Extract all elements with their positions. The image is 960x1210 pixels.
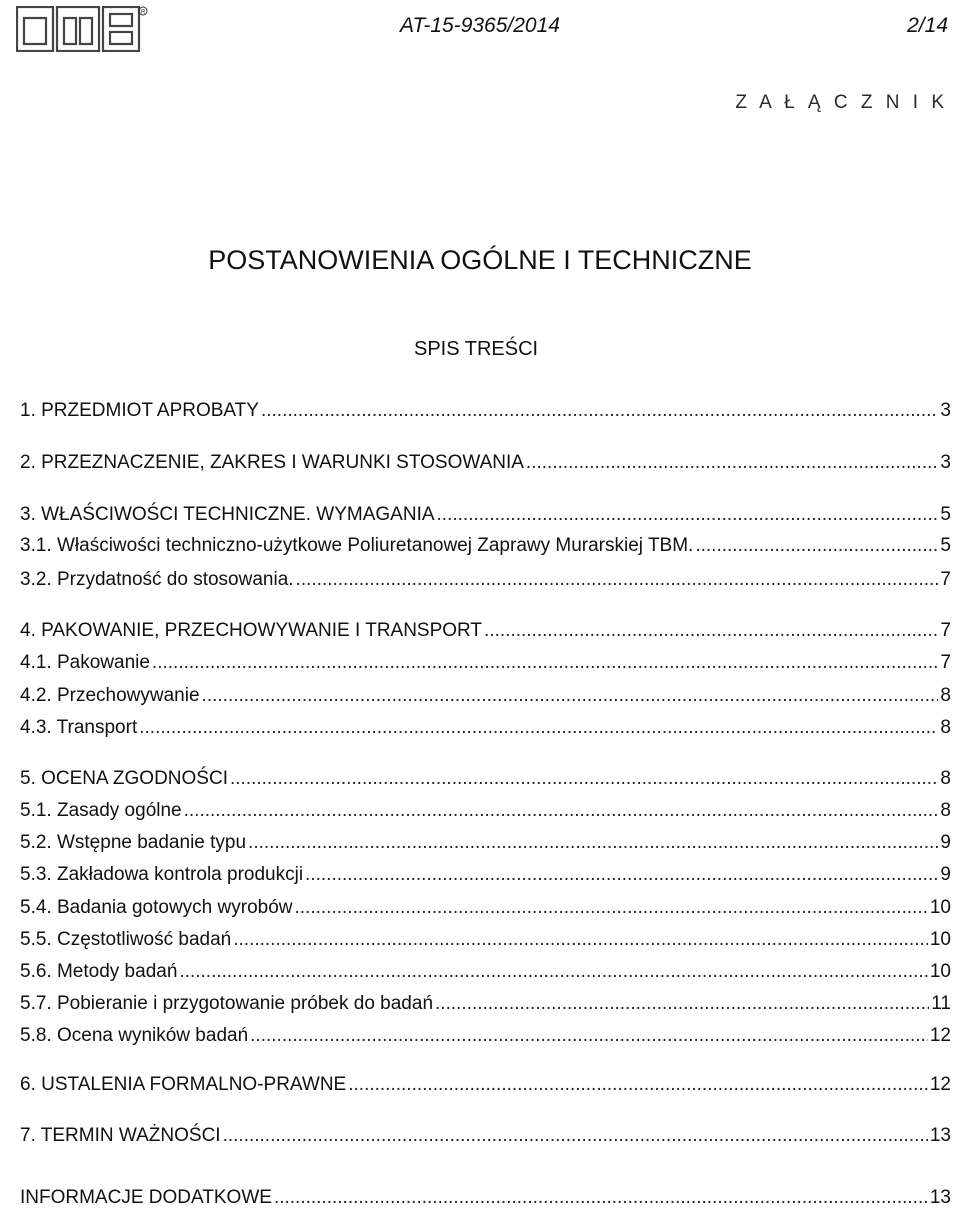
toc-entry[interactable] — [20, 1124, 951, 1148]
toc-entry[interactable] — [20, 503, 951, 527]
toc-entry[interactable] — [20, 619, 951, 643]
toc-leader — [484, 619, 938, 643]
toc-entry-page: 3 — [940, 452, 951, 473]
toc-entry-label: INFORMACJE DODATKOWE — [20, 1187, 272, 1208]
toc-entry[interactable] — [20, 767, 951, 791]
document-reference: AT-15-9365/2014 — [400, 14, 560, 37]
toc-leader — [233, 928, 928, 952]
toc-entry[interactable] — [20, 451, 951, 475]
toc-entry-page: 11 — [931, 993, 951, 1014]
toc-entry-label: 3.2. Przydatność do stosowania. — [20, 569, 294, 590]
toc-entry-label: 5.3. Zakładowa kontrola produkcji — [20, 864, 304, 885]
toc-entry-page: 9 — [940, 832, 951, 853]
toc-entry-page: 3 — [940, 400, 951, 421]
toc-leader — [230, 767, 938, 791]
toc-entry-label: 5.8. Ocena wyników badań — [20, 1025, 249, 1046]
page-number: 2/14 — [907, 14, 948, 37]
toc-leader — [223, 1124, 928, 1148]
toc-entry-label: 5. OCENA ZGODNOŚCI — [20, 768, 228, 789]
toc-entry-page: 8 — [940, 717, 951, 738]
toc-entry-page: 8 — [940, 800, 951, 821]
toc-entry-page: 10 — [929, 961, 951, 982]
toc-entry-label: 6. USTALENIA FORMALNO-PRAWNE — [20, 1074, 347, 1095]
toc-entry-page: 5 — [940, 504, 951, 525]
toc-entry[interactable] — [20, 928, 951, 952]
toc-entry[interactable] — [20, 1073, 951, 1097]
toc-entry[interactable] — [20, 716, 951, 740]
toc-leader — [179, 960, 927, 984]
toc-leader — [526, 451, 939, 475]
svg-text:R: R — [141, 9, 146, 16]
toc-leader — [202, 684, 939, 708]
toc-entry-page: 12 — [929, 1074, 951, 1095]
toc-leader — [184, 799, 939, 823]
toc-entry-page: 7 — [940, 652, 951, 673]
toc-entry[interactable] — [20, 960, 951, 984]
toc-entry-label: 2. PRZEZNACZENIE, ZAKRES I WARUNKI STOSOWANIA — [20, 452, 524, 473]
toc-entry[interactable] — [20, 896, 951, 920]
toc-entry-page: 12 — [929, 1025, 951, 1046]
toc-entry[interactable] — [20, 651, 951, 675]
toc-entry[interactable] — [20, 399, 951, 423]
toc-entry[interactable] — [20, 831, 951, 855]
toc-entry[interactable] — [20, 863, 951, 887]
toc-leader — [295, 896, 928, 920]
annex-label: Z A Ł Ą C Z N I K — [735, 92, 948, 113]
toc-entry-label: 3.1. Właściwości techniczno-użytkowe Poliuretanowej Zaprawy Murarskiej TBM. — [20, 535, 694, 556]
toc-leader — [152, 651, 939, 675]
toc-entry-label: 3. WŁAŚCIWOŚCI TECHNICZNE. WYMAGANIA — [20, 504, 435, 525]
toc-leader — [274, 1186, 928, 1210]
toc-entry-page: 7 — [940, 620, 951, 641]
toc-leader — [348, 1073, 928, 1097]
toc-entry[interactable] — [20, 1186, 951, 1210]
toc-leader — [435, 992, 929, 1016]
toc-entry[interactable] — [20, 568, 951, 592]
toc-entry-label: 5.2. Wstępne badanie typu — [20, 832, 247, 853]
toc-entry-label: 1. PRZEDMIOT APROBATY — [20, 400, 259, 421]
toc-entry-page: 8 — [940, 768, 951, 789]
toc-entry[interactable] — [20, 1024, 951, 1048]
document-title: POSTANOWIENIA OGÓLNE I TECHNICZNE — [208, 245, 752, 275]
toc-leader — [248, 831, 938, 855]
toc-entry-page: 10 — [929, 897, 951, 918]
toc-leader — [695, 534, 938, 558]
toc-entry-page: 5 — [940, 535, 951, 556]
toc-entry-label: 4.3. Transport — [20, 717, 138, 738]
toc-leader — [250, 1024, 928, 1048]
toc-entry-page: 10 — [929, 929, 951, 950]
toc-entry[interactable] — [20, 534, 951, 558]
toc-leader — [296, 568, 939, 592]
toc-leader — [139, 716, 938, 740]
toc-entry-label: 5.6. Metody badań — [20, 961, 178, 982]
toc-entry-label: 7. TERMIN WAŻNOŚCI — [20, 1125, 221, 1146]
toc-entry-label: 5.5. Częstotliwość badań — [20, 929, 232, 950]
toc-leader — [261, 399, 938, 423]
toc-entry-page: 13 — [929, 1125, 951, 1146]
toc-entry-page: 8 — [940, 685, 951, 706]
toc-entry-label: 4. PAKOWANIE, PRZECHOWYWANIE I TRANSPORT — [20, 620, 483, 641]
toc-entry-label: 4.2. Przechowywanie — [20, 685, 200, 706]
toc-entry[interactable] — [20, 992, 951, 1016]
toc-leader — [305, 863, 938, 887]
toc-entry-page: 9 — [940, 864, 951, 885]
toc-entry-page: 13 — [929, 1187, 951, 1208]
itb-logo-icon — [16, 6, 148, 52]
toc-entry[interactable] — [20, 799, 951, 823]
toc-entry-label: 5.1. Zasady ogólne — [20, 800, 182, 821]
toc-entry[interactable] — [20, 684, 951, 708]
toc-leader — [437, 503, 939, 527]
toc-entry-label: 5.4. Badania gotowych wyrobów — [20, 897, 293, 918]
toc-entry-page: 7 — [940, 569, 951, 590]
toc-entry-label: 5.7. Pobieranie i przygotowanie próbek do badań — [20, 993, 434, 1014]
toc-entry-label: 4.1. Pakowanie — [20, 652, 150, 673]
toc-heading: SPIS TREŚCI — [414, 338, 539, 360]
